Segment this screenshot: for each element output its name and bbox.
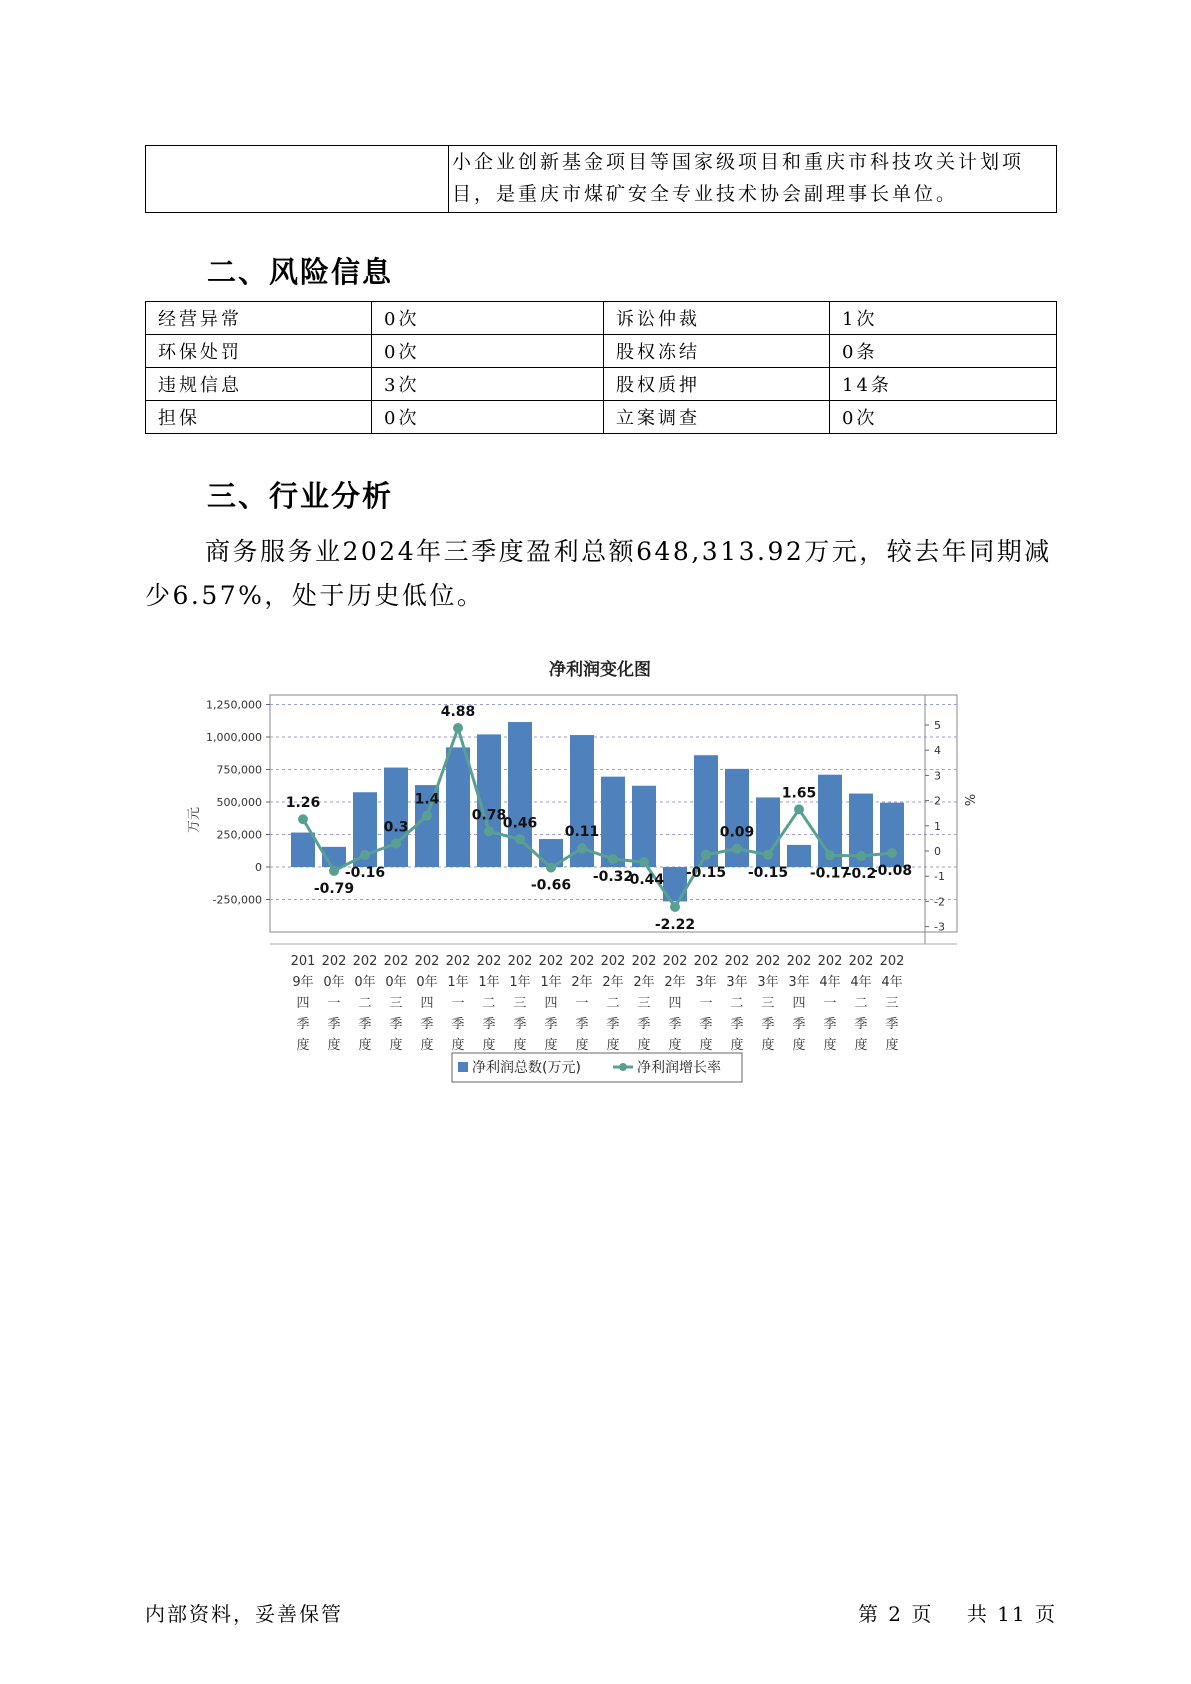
x-tick-label: 202 1年一季度: [445, 954, 471, 1053]
right-tick-label: -3: [934, 920, 945, 934]
company-info-table: [145, 145, 1057, 213]
growth-rate-data-label: 4.88: [440, 704, 476, 721]
growth-rate-data-label: 0.78: [471, 807, 507, 824]
risk-value: 14条: [830, 368, 1057, 401]
left-tick-label: -250,000: [212, 893, 262, 907]
risk-value: 1次: [830, 302, 1057, 335]
growth-rate-data-label: 0.11: [564, 824, 600, 841]
growth-rate-point: [577, 843, 587, 853]
growth-rate-point: [670, 902, 680, 912]
risk-label: 违规信息: [146, 368, 372, 401]
x-tick-label: 202 2年二季度: [600, 954, 626, 1053]
bar: [601, 777, 625, 867]
risk-label: 经营异常: [146, 302, 372, 335]
growth-rate-point: [763, 850, 773, 860]
right-tick-label: 5: [934, 719, 941, 732]
x-tick-label: 202 2年三季度: [631, 954, 657, 1053]
legend-label-line: 净利润增长率: [637, 1060, 721, 1076]
risk-label: 股权质押: [604, 368, 830, 401]
table-row: [146, 302, 1057, 335]
risk-label: 环保处罚: [146, 335, 372, 368]
risk-label: 担保: [146, 401, 372, 434]
net-profit-chart: [180, 650, 976, 1100]
growth-rate-point: [298, 814, 308, 824]
left-tick-label: 250,000: [216, 828, 262, 842]
x-tick-label: 202 0年四季度: [414, 954, 440, 1053]
risk-label: 立案调查: [604, 401, 830, 434]
x-tick-label: 202 3年一季度: [693, 954, 719, 1053]
growth-rate-data-label: -0.44: [623, 872, 665, 889]
growth-rate-point: [701, 850, 711, 860]
risk-value: 0次: [372, 401, 604, 434]
x-tick-label: 202 0年一季度: [321, 954, 347, 1053]
growth-rate-point: [794, 804, 804, 814]
growth-rate-data-label: -0.32: [592, 869, 634, 886]
risk-value: 0次: [372, 335, 604, 368]
bar: [384, 768, 408, 867]
x-tick-label: 202 1年四季度: [538, 954, 564, 1053]
left-tick-label: 1,250,000: [206, 698, 262, 712]
table-row: [146, 146, 1057, 213]
legend-swatch-bar: [458, 1062, 468, 1072]
bar: [291, 833, 315, 867]
x-tick-label: 202 1年二季度: [476, 954, 502, 1053]
growth-rate-point: [329, 866, 339, 876]
growth-rate-point: [484, 826, 494, 836]
right-tick-label: -1: [934, 870, 945, 884]
growth-rate-data-label: -0.2: [845, 866, 877, 883]
growth-rate-data-label: -0.15: [747, 864, 789, 881]
chart-title: 净利润变化图: [549, 660, 651, 680]
risk-table: [145, 301, 1057, 434]
industry-section-heading: 三、行业分析: [207, 479, 394, 513]
growth-rate-point: [608, 854, 618, 864]
bar: [446, 747, 470, 867]
risk-value: 0次: [830, 401, 1057, 434]
x-tick-label: 202 2年四季度: [662, 954, 688, 1053]
growth-rate-point: [856, 851, 866, 861]
right-tick-label: 3: [934, 769, 941, 783]
growth-rate-data-label: 0.46: [502, 815, 538, 832]
growth-rate-data-label: 1.4: [414, 791, 440, 808]
legend-swatch-point: [619, 1063, 627, 1071]
growth-rate-data-label: -0.79: [313, 880, 355, 897]
bar: [787, 845, 811, 867]
growth-rate-point: [887, 848, 897, 858]
footer-page-number: 第 2 页 共 11 页: [857, 1602, 1057, 1626]
x-tick-label: 202 4年三季度: [879, 954, 905, 1053]
x-tick-label: 202 0年三季度: [383, 954, 409, 1053]
growth-rate-point: [515, 834, 525, 844]
risk-value: 0次: [372, 302, 604, 335]
growth-rate-data-label: -0.15: [685, 864, 727, 881]
bar: [632, 786, 656, 867]
growth-rate-point: [546, 863, 556, 873]
growth-rate-data-label: -0.16: [344, 865, 386, 882]
growth-rate-point: [422, 811, 432, 821]
growth-rate-data-label: -0.66: [530, 877, 572, 894]
growth-rate-data-label: 1.26: [285, 795, 321, 812]
growth-rate-data-label: 1.65: [781, 785, 817, 802]
table-row: [146, 335, 1057, 368]
table-row: [146, 401, 1057, 434]
risk-label: 股权冻结: [604, 335, 830, 368]
risk-value: 3次: [372, 368, 604, 401]
left-axis-label: 万元: [187, 806, 202, 834]
x-tick-label: 202 3年二季度: [724, 954, 750, 1053]
x-tick-label: 202 3年四季度: [786, 954, 812, 1053]
growth-rate-point: [360, 850, 370, 860]
risk-value: 0条: [830, 335, 1057, 368]
right-axis-label: %: [961, 793, 976, 807]
x-tick-label: 202 4年二季度: [848, 954, 874, 1053]
growth-rate-point: [732, 844, 742, 854]
risk-label: 诉讼仲裁: [604, 302, 830, 335]
x-tick-label: 202 0年二季度: [352, 954, 378, 1053]
x-tick-label: 202 1年三季度: [507, 954, 533, 1053]
left-tick-label: 750,000: [216, 763, 262, 777]
risk-section-heading: 二、风险信息: [207, 255, 394, 289]
growth-rate-data-label: -0.17: [809, 865, 851, 882]
empty-cell: [146, 146, 449, 213]
footer-confidential: 内部资料，妥善保管: [145, 1602, 343, 1626]
x-tick-label: 202 2年一季度: [569, 954, 595, 1053]
right-tick-label: 0: [934, 845, 941, 858]
growth-rate-data-label: 0.09: [719, 824, 755, 841]
growth-rate-data-label: -0.08: [871, 863, 913, 880]
left-tick-label: 0: [255, 861, 262, 874]
right-tick-label: -2: [934, 895, 945, 909]
growth-rate-data-label: -2.22: [654, 916, 696, 933]
industry-paragraph: 商务服务业2024年三季度盈利总额648,313.92万元，较去年同期减少6.57%，处于历史低位。: [145, 537, 1052, 610]
x-tick-label: 202 3年三季度: [755, 954, 781, 1053]
growth-rate-point: [453, 723, 463, 733]
growth-rate-point: [391, 838, 401, 848]
growth-rate-data-label: 0.3: [383, 819, 409, 836]
growth-rate-point: [825, 850, 835, 860]
x-tick-label: 202 4年一季度: [817, 954, 843, 1053]
right-tick-label: 2: [934, 794, 941, 808]
legend-label-bar: 净利润总数(万元): [472, 1060, 581, 1076]
description-cell: 小企业创新基金项目等国家级项目和重庆市科技攻关计划项目，是重庆市煤矿安全专业技术协会副理事长单位。: [449, 146, 1057, 213]
left-tick-label: 1,000,000: [206, 731, 262, 744]
left-tick-label: 500,000: [216, 796, 262, 809]
growth-rate-point: [639, 857, 649, 867]
table-row: [146, 368, 1057, 401]
x-tick-label: 201 9年四季度: [290, 954, 316, 1053]
right-tick-label: 4: [934, 744, 941, 758]
right-tick-label: 1: [934, 819, 941, 833]
